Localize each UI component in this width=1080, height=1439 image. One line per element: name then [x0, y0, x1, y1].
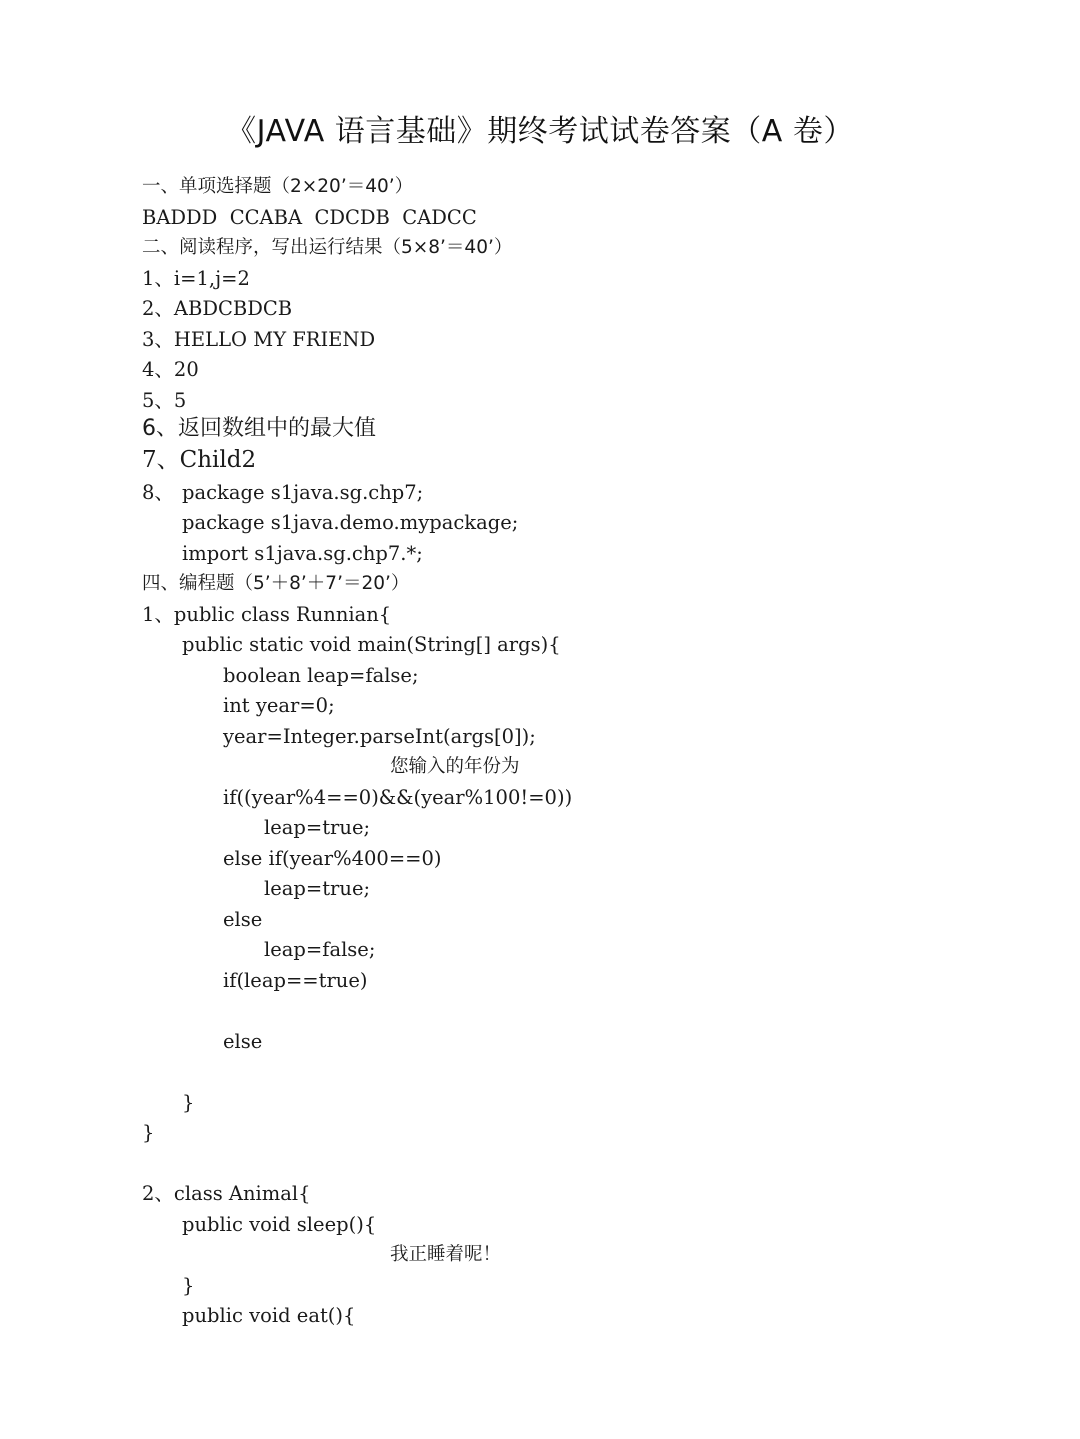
program2-line-5: public void eat(){ [182, 1304, 356, 1327]
program1-line-9: else if(year%400==0) [223, 847, 442, 870]
section1-heading: 一、单项选择题（2×20’＝40’） [142, 176, 414, 197]
program1-line-16: } [142, 1121, 155, 1144]
section2-item-6: 6、返回数组中的最大值 [142, 416, 376, 441]
program1-line-12: leap=false; [264, 938, 376, 961]
program1-line-13: if(leap==true) [223, 969, 368, 992]
program1-line-5: year=Integer.parseInt(args[0]); [223, 725, 536, 748]
program1-line-2: public static void main(String[] args){ [182, 633, 561, 656]
section2-heading: 二、阅读程序，写出运行结果（5×8’＝40’） [142, 237, 513, 258]
section2-item-5: 5、5 [142, 389, 187, 412]
section2-item-7: 7、Child2 [142, 447, 257, 473]
program1-line-7: if((year%4==0)&&(year%100!=0)) [223, 786, 573, 809]
section1-answers: BADDD CCABA CDCDB CADCC [142, 206, 477, 229]
section2-item-3: 3、HELLO MY FRIEND [142, 328, 376, 351]
program1-line-3: boolean leap=false; [223, 664, 419, 687]
program1-line-11: else [223, 908, 263, 931]
program1-line-8: leap=true; [264, 816, 371, 839]
program1-line-10: leap=true; [264, 877, 371, 900]
section2-item-8-line-3: import s1java.sg.chp7.*; [182, 542, 423, 565]
section2-item-8-line-1: package s1java.sg.chp7; [182, 481, 424, 504]
program1-line-1: 1、public class Runnian{ [142, 603, 392, 626]
program2-line-1: 2、class Animal{ [142, 1182, 311, 1205]
section2-item-8-line-2: package s1java.demo.mypackage; [182, 511, 519, 534]
section2-item-8-number: 8、 [142, 481, 174, 504]
section2-item-2: 2、ABDCBDCB [142, 297, 293, 320]
program1-line-15: } [182, 1091, 195, 1114]
program1-line-6: 您输入的年份为 [390, 756, 520, 777]
program1-line-4: int year=0; [223, 694, 335, 717]
program1-line-14: else [223, 1030, 263, 1053]
program2-line-4: } [182, 1274, 195, 1297]
section2-item-1: 1、i=1,j=2 [142, 267, 250, 290]
program2-line-3: 我正睡着呢！ [390, 1244, 502, 1265]
program2-line-2: public void sleep(){ [182, 1213, 377, 1236]
section2-item-4: 4、20 [142, 358, 199, 381]
section4-heading: 四、编程题（5’＋8’＋7’＝20’） [142, 573, 410, 594]
page-title: 《JAVA 语言基础》期终考试试卷答案（A 卷） [226, 114, 854, 149]
